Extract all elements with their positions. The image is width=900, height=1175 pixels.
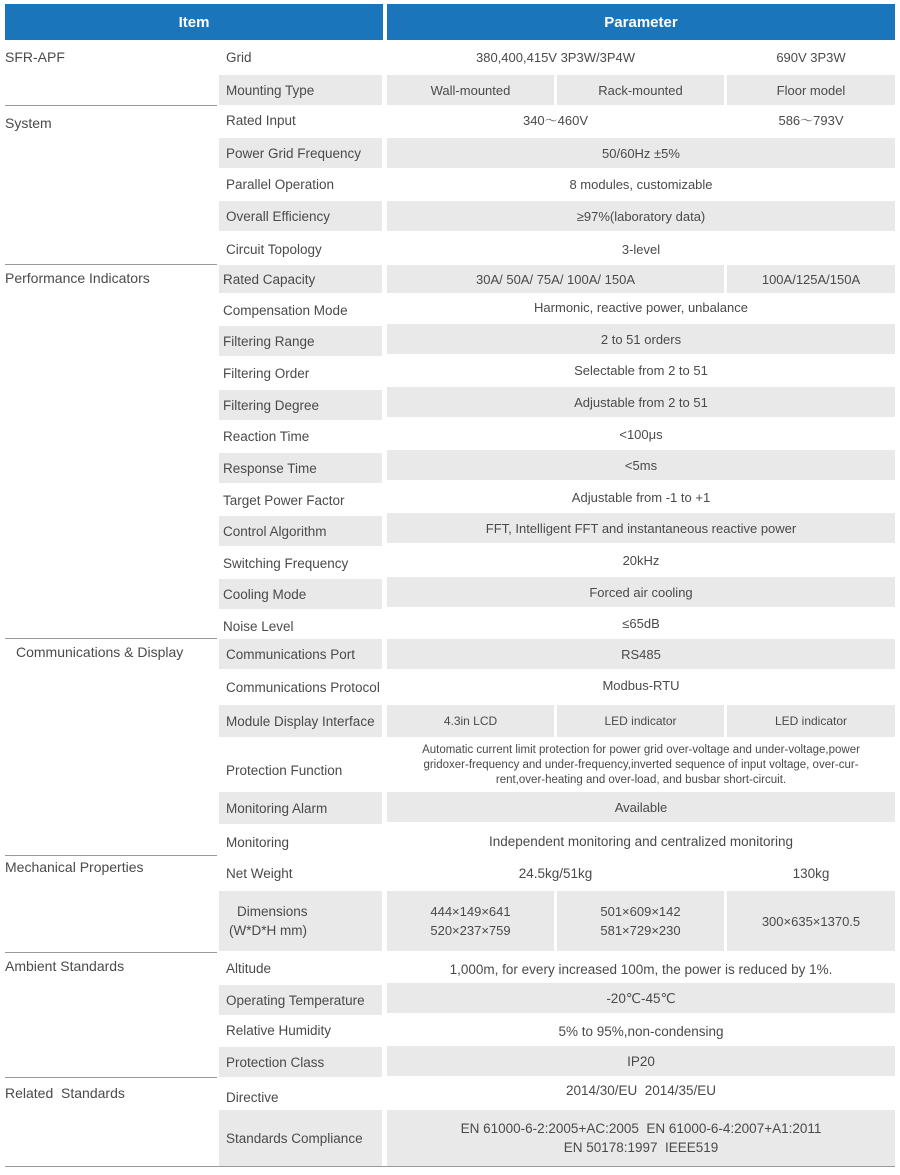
label-communications-protocol: Communications Protocol bbox=[226, 679, 380, 695]
protection-line-2: gridoxer-frequency and under-frequency,inverted sequence of input voltage, over-cur- bbox=[423, 758, 859, 771]
protection-line-1: Automatic current limit protection for power grid over-voltage and under-voltage,power bbox=[422, 743, 860, 756]
value-rated-input-standard: 340～460V bbox=[522, 112, 589, 128]
section-system: System bbox=[5, 115, 52, 131]
dimensions-rack-b: 581×729×230 bbox=[600, 923, 681, 938]
value-dimensions-rack bbox=[557, 891, 724, 951]
value-directive: 2014/30/EU 2014/35/EU bbox=[565, 1082, 717, 1098]
value-display-led-2: LED indicator bbox=[727, 705, 895, 737]
label-response-time: Response Time bbox=[219, 453, 382, 483]
label-control-algorithm: Control Algorithm bbox=[219, 516, 382, 546]
label-dimensions bbox=[219, 891, 382, 951]
value-control-algorithm: FFT, Intelligent FFT and instantaneous reactive power bbox=[387, 513, 895, 543]
label-grid: Grid bbox=[226, 49, 252, 65]
label-circuit-topology: Circuit Topology bbox=[226, 241, 322, 257]
value-mounting-wall: Wall-mounted bbox=[387, 75, 554, 105]
value-monitoring-alarm: Available bbox=[387, 792, 895, 822]
label-rated-capacity: Rated Capacity bbox=[219, 265, 382, 293]
value-reaction-time: <100μs bbox=[619, 426, 663, 442]
value-filtering-degree: Adjustable from 2 to 51 bbox=[387, 387, 895, 417]
value-grid-frequency: 50/60Hz ±5% bbox=[387, 138, 895, 168]
value-cooling-mode: Forced air cooling bbox=[387, 577, 895, 607]
value-rated-input-690: 586～793V bbox=[778, 112, 844, 128]
value-dimensions-floor: 300×635×1370.5 bbox=[727, 891, 895, 951]
value-net-weight-690: 130kg bbox=[792, 865, 830, 881]
divider-mechanical bbox=[5, 855, 217, 856]
label-net-weight: Net Weight bbox=[226, 865, 293, 881]
label-filtering-order: Filtering Order bbox=[223, 365, 310, 381]
divider-performance bbox=[5, 264, 217, 265]
dimensions-wall-b: 520×237×759 bbox=[430, 923, 511, 938]
label-grid-frequency: Power Grid Frequency bbox=[219, 138, 382, 168]
label-target-power-factor: Target Power Factor bbox=[223, 492, 345, 508]
header-item bbox=[5, 4, 383, 40]
dimensions-wall-a: 444×149×641 bbox=[430, 904, 511, 919]
divider-ambient bbox=[5, 952, 217, 953]
label-rated-input: Rated Input bbox=[226, 112, 296, 128]
value-operating-temperature: -20℃-45℃ bbox=[387, 983, 895, 1013]
label-overall-efficiency: Overall Efficiency bbox=[219, 201, 382, 231]
label-protection-class: Protection Class bbox=[219, 1047, 382, 1077]
value-display-lcd: 4.3in LCD bbox=[387, 705, 554, 737]
divider-related bbox=[5, 1077, 217, 1078]
value-communications-protocol: Modbus-RTU bbox=[602, 677, 680, 693]
value-standards-compliance bbox=[387, 1110, 895, 1166]
value-monitoring: Independent monitoring and centralized monitoring bbox=[489, 833, 793, 849]
section-performance: Performance Indicators bbox=[5, 270, 150, 286]
table-bottom-line bbox=[5, 1166, 895, 1167]
label-directive: Directive bbox=[226, 1089, 279, 1105]
label-mounting-type: Mounting Type bbox=[219, 75, 382, 105]
label-module-display: Module Display Interface bbox=[219, 705, 382, 737]
value-grid-standard: 380,400,415V 3P3W/3P4W bbox=[476, 49, 635, 65]
label-communications-port: Communications Port bbox=[219, 639, 382, 669]
value-overall-efficiency: ≥97%(laboratory data) bbox=[387, 201, 895, 231]
value-rated-capacity-standard: 30A/ 50A/ 75A/ 100A/ 150A bbox=[387, 265, 724, 293]
compliance-line-1: EN 61000-6-2:2005+AC:2005 EN 61000-6-4:2007+A1:2011 bbox=[460, 1121, 822, 1136]
value-communications-port: RS485 bbox=[387, 639, 895, 669]
section-sfr-apf: SFR-APF bbox=[5, 49, 65, 65]
section-ambient: Ambient Standards bbox=[5, 958, 125, 974]
dimensions-label-line-1: Dimensions bbox=[237, 904, 308, 919]
value-net-weight-standard: 24.5kg/51kg bbox=[518, 865, 593, 881]
value-filtering-range: 2 to 51 orders bbox=[387, 324, 895, 354]
value-filtering-order: Selectable from 2 to 51 bbox=[574, 362, 708, 378]
dimensions-label-line-2: (W*D*H mm) bbox=[229, 923, 307, 938]
value-parallel-operation: 8 modules, customizable bbox=[569, 176, 713, 192]
section-mechanical: Mechanical Properties bbox=[5, 859, 144, 875]
label-standards-compliance: Standards Compliance bbox=[219, 1110, 382, 1166]
value-protection-class: IP20 bbox=[387, 1046, 895, 1076]
value-circuit-topology: 3-level bbox=[621, 241, 661, 257]
label-compensation-mode: Compensation Mode bbox=[223, 302, 348, 318]
protection-line-3: rent,over-heating and over-load, and busbar short-circuit. bbox=[495, 773, 787, 786]
value-noise-level: ≤65dB bbox=[622, 615, 660, 631]
label-relative-humidity: Relative Humidity bbox=[226, 1022, 332, 1038]
divider-communications bbox=[5, 638, 217, 639]
value-mounting-rack: Rack-mounted bbox=[557, 75, 724, 105]
header-parameter-label: Parameter bbox=[604, 13, 678, 31]
value-mounting-floor: Floor model bbox=[727, 75, 895, 105]
label-noise-level: Noise Level bbox=[223, 618, 294, 634]
label-operating-temperature: Operating Temperature bbox=[219, 985, 382, 1015]
label-filtering-range: Filtering Range bbox=[219, 326, 382, 356]
value-grid-690: 690V 3P3W bbox=[776, 49, 846, 65]
section-communications: Communications & Display bbox=[16, 644, 184, 660]
label-protection-function: Protection Function bbox=[226, 762, 343, 778]
value-target-power-factor: Adjustable from -1 to +1 bbox=[571, 489, 711, 505]
label-switching-frequency: Switching Frequency bbox=[223, 555, 349, 571]
value-altitude: 1,000m, for every increased 100m, the power is reduced by 1%. bbox=[449, 961, 833, 977]
divider-system bbox=[5, 105, 217, 106]
value-switching-frequency: 20kHz bbox=[622, 552, 660, 568]
compliance-line-2: EN 50178:1997 IEEE519 bbox=[563, 1140, 719, 1155]
value-response-time: <5ms bbox=[387, 450, 895, 480]
label-monitoring-alarm: Monitoring Alarm bbox=[219, 792, 382, 824]
label-reaction-time: Reaction Time bbox=[223, 428, 310, 444]
value-protection-function bbox=[387, 740, 895, 790]
value-rated-capacity-690: 100A/125A/150A bbox=[727, 265, 895, 293]
header-item-label: Item bbox=[178, 13, 210, 31]
value-dimensions-wall bbox=[387, 891, 554, 951]
header-parameter bbox=[387, 4, 895, 40]
value-compensation-mode: Harmonic, reactive power, unbalance bbox=[534, 299, 748, 315]
label-altitude: Altitude bbox=[226, 960, 272, 976]
label-cooling-mode: Cooling Mode bbox=[219, 579, 382, 609]
dimensions-rack-a: 501×609×142 bbox=[600, 904, 681, 919]
label-parallel-operation: Parallel Operation bbox=[226, 176, 335, 192]
value-relative-humidity: 5% to 95%,non-condensing bbox=[558, 1023, 724, 1039]
label-filtering-degree: Filtering Degree bbox=[219, 390, 382, 420]
section-related: Related Standards bbox=[5, 1085, 125, 1101]
value-display-led-1: LED indicator bbox=[557, 705, 724, 737]
label-monitoring: Monitoring bbox=[226, 834, 290, 850]
